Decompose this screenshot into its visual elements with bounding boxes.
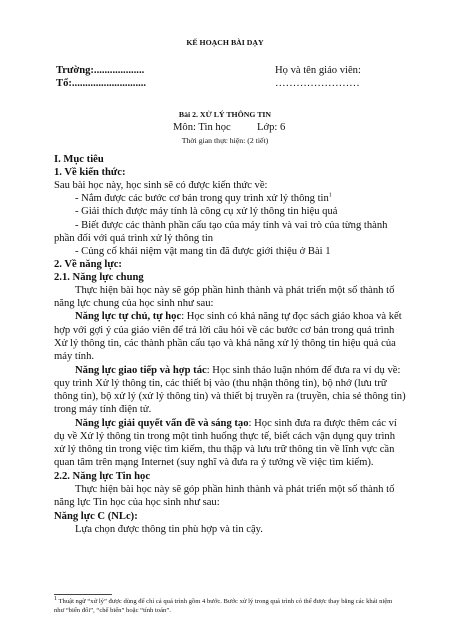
section-kien-thuc: 1. Về kiến thức: [54,167,126,178]
paragraph-line: Thực hiện bài học này sẽ góp phần hình thành và phát triển một số thành tố [75,285,395,296]
subject: Môn: Tin học [173,122,231,133]
paragraph-line: quan tâm trên mạng Internet (suy nghĩ và đưa ra ý tưởng về việc tìm kiếm). [54,457,374,468]
paragraph-line: Xử lý thông tin, các thành phần cấu tạo và khả năng xử lý thông tin hiệu quả của [54,338,396,349]
paragraph-line: dụ về Xử lý thông tin trong một tình huống thực tế, biết cách vận dụng quy trình [54,431,396,442]
footnote-divider [54,594,112,595]
paragraph-line: trong máy tính điện tử. [54,404,152,415]
nlc-text: Lựa chọn được thông tin phù hợp và tin cậy. [75,524,263,535]
paragraph-line: Thực hiện bài học này sẽ góp phần hình thành và phát triển một số thành tố [75,484,395,495]
knowledge-item: - Giải thích được máy tính là công cụ xử lý thông tin hiệu quả [75,206,338,217]
paragraph-line: năng lực chung của học sinh như sau: [54,298,214,309]
section-muc-tieu: I. Mục tiêu [54,154,104,165]
grade: Lớp: 6 [257,122,286,133]
teacher-dots: …………………… [275,78,360,89]
school-label: Trường:................... [56,65,145,76]
section-nang-luc-tin-hoc: 2.2. Năng lực Tin học [54,471,151,482]
paragraph-line: Năng lực tự chủ, tự học: Học sinh có khả năng tự đọc sách giáo khoa và kết [75,311,402,322]
lesson-title: Bài 2. XỬ LÝ THÔNG TIN [178,110,272,119]
footnote: $^1$ Thuật ngữ “xử lý” được dùng để chỉ cả quá trình gồm 4 bước. Bước xử lý trong quá trình có thể được thay bằng các khái niệm như “biến đổi”, “chế biến” hoặc “tính toán”. [54,595,393,614]
paragraph-line: máy tính. [54,351,95,362]
paragraph-line: Năng lực giao tiếp và hợp tác: Học sinh thảo luận nhóm để đưa ra ví dụ về: [75,365,401,376]
paragraph-line: hợp với gợi ý của giáo viên để trả lời câu hỏi về các bước cơ bản trong quá trình [54,325,395,336]
paragraph-line: năng lực Tin học của học sinh như sau: [54,497,220,508]
knowledge-intro: Sau bài học này, học sinh sẽ có được kiến thức về: [54,180,268,191]
nlc-label: Năng lực C (NLc): [54,511,138,522]
section-nang-luc-chung: 2.1. Năng lực chung [54,272,144,283]
footnote-ref: 1 [328,192,332,199]
knowledge-item: - Biết được các thành phần cấu tạo của máy tính và vai trò của từng thành [75,220,388,231]
teacher-label: Họ và tên giáo viên: [275,65,361,76]
section-nang-luc: 2. Về năng lực: [54,259,122,270]
paragraph-line: xử lý thông tin trong việc tìm kiếm, thu thập và lưu trữ thông tin về lĩnh vực cần [54,444,395,455]
team-label: Tổ:............................ [56,78,147,89]
knowledge-item: - Nắm được các bước cơ bản trong quy trình xử lý thông tin$^1$ [75,192,332,204]
knowledge-item: - Củng cố khái niệm vật mang tin đã được giới thiệu ở Bài 1 [75,246,331,257]
paragraph-line: Năng lực giải quyết vấn đề và sáng tạo: Học sinh đưa ra được thêm các ví [75,418,397,429]
knowledge-item-cont: phần đối với quá trình xử lý thông tin [54,233,214,244]
duration: Thời gian thực hiện: (2 tiết) [181,136,269,145]
paragraph-line: thông tin), bộ xử lý (xử lý thông tin) và thiết bị truyền ra (truyền, chia sẻ thông tin) [54,391,406,402]
paragraph-line: quy trình Xử lý thông tin, các thiết bị vào (thu nhận thông tin), bộ nhớ (lưu trữ [54,378,387,389]
document-title: KẾ HOẠCH BÀI DẠY [186,38,264,47]
